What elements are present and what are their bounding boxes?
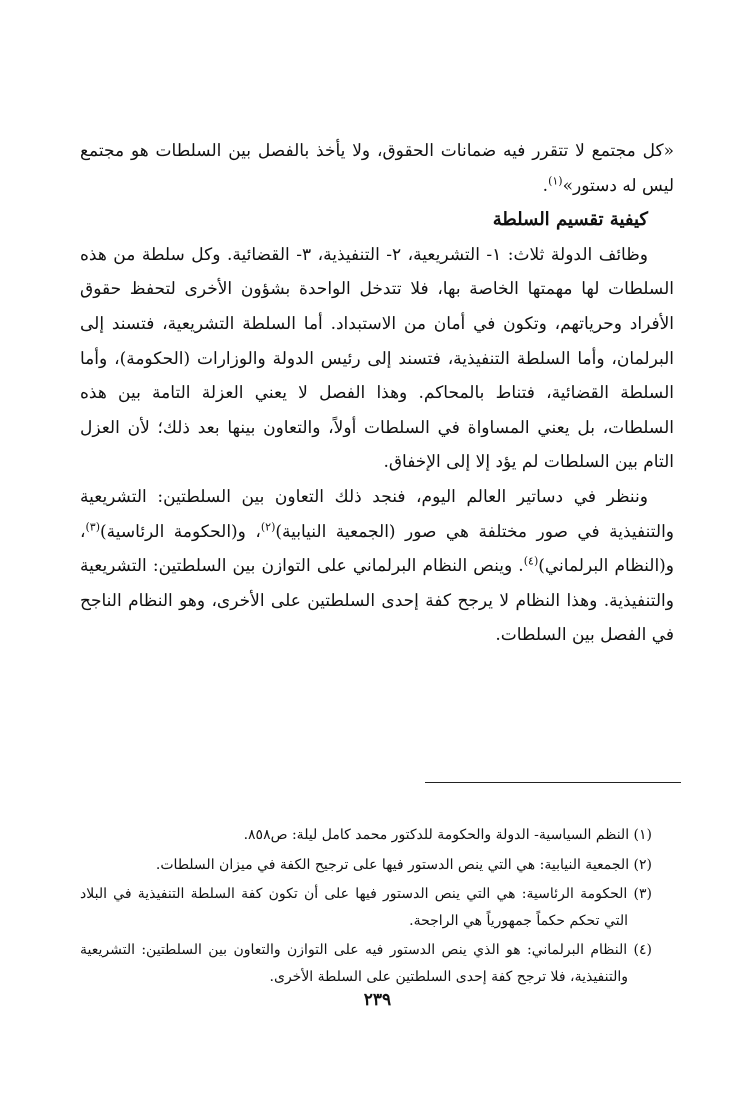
quote-paragraph xyxy=(80,134,674,203)
paragraph-functions: وظائف الدولة ثلاث: ١- التشريعية، ٢- التنفيذية، ٣- القضائية. وكل سلطة من هذه السلطات لها مهمتها الخاصة بها، فلا تتدخل الواحدة بشؤون الأخرى لتحفظ حقوق الأفراد وحرياتهم، وتكون في أمان من الاستبداد. أما السلطة التشريعية، فتسند إلى البرلمان، وأما السلطة التنفيذية، فتسند إلى رئيس الدولة والوزارات (الحكومة)، وأما السلطة القضائية، فتناط بالمحاكم. وهذا الفصل لا يعني العزلة التامة بين هذه السلطات، بل يعني المساواة في السلطات أولاً، والتعاون بينها بعد ذلك؛ لأن العزل التام بين السلطات لم يؤد إلا إلى الإخفاق. xyxy=(80,244,674,473)
text-segment: وننظر في دساتير العالم اليوم، فنجد ذلك التعاون بين السلطتين: التشريعية والتنفيذية في صور مختلفة هي صور (الجمعية النيابية) xyxy=(80,486,675,542)
text-segment: ، و(النظام البرلماني) xyxy=(80,521,675,577)
quote-end: . xyxy=(542,175,549,196)
main-text xyxy=(80,134,674,653)
footnote-4: (٤) النظام البرلماني: هو الذي ينص الدستور فيه على التوازن والتعاون بين السلطتين: التشريعية والتنفيذية، فلا ترجح كفة إحدى السلطتين على السلطة الأخرى. xyxy=(80,942,652,985)
footnote-ref-1: (١) xyxy=(548,173,563,187)
footnote-1: (١) النظم السياسية- الدولة والحكومة للدكتور محمد كامل ليلة: ص٨٥٨. xyxy=(243,827,652,843)
footnote-separator xyxy=(425,782,681,783)
footnote-ref-3: (٣) xyxy=(85,519,101,533)
footnote-ref-4: (٤) xyxy=(523,554,539,568)
quote-text: «كل مجتمع لا تتقرر فيه ضمانات الحقوق، ولا يأخذ بالفصل بين السلطات هو مجتمع ليس له دستور» xyxy=(80,141,674,196)
footnote-3: (٣) الحكومة الرئاسية: هي التي ينص الدستور فيها على أن تكون كفة السلطة التنفيذية في البلاد التي تحكم حكماً جمهورياً هي الراجحة. xyxy=(80,886,652,929)
text-segment: . وينص النظام البرلماني على التوازن بين السلطتين: التشريعية والتنفيذية. وهذا النظام لا يرجح كفة إحدى السلطتين على الأخرى، وهو النظام الناجح في الفصل بين السلطات. xyxy=(80,556,674,646)
footnotes xyxy=(80,822,652,994)
section-heading: كيفية تقسيم السلطة xyxy=(492,209,648,231)
footnote-ref-2: (٢) xyxy=(260,519,276,533)
text-segment: ، و(الحكومة الرئاسية) xyxy=(100,521,261,542)
page-number: ٢٣٩ xyxy=(363,990,392,1010)
paragraph-constitutions xyxy=(80,480,674,653)
footnote-2: (٢) الجمعية النيابية: هي التي ينص الدستور فيها على ترجيح الكفة في ميزان السلطات. xyxy=(155,856,652,873)
